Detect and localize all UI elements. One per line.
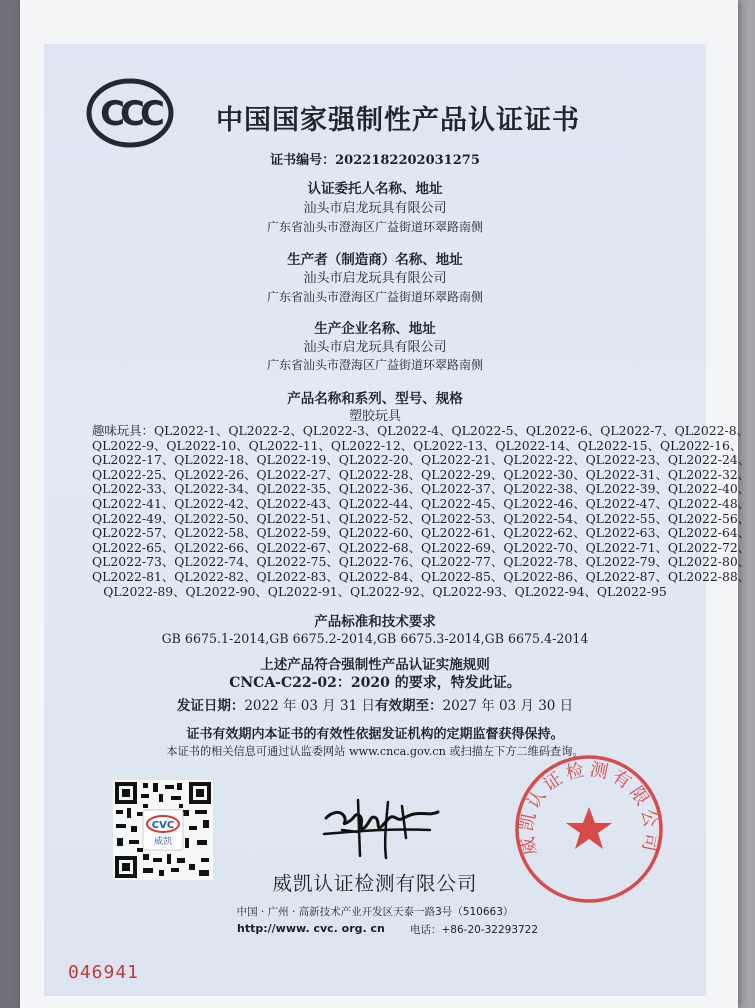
certificate-title: 中国国家强制性产品认证证书 xyxy=(216,105,580,136)
factory-heading: 生产企业名称、地址 xyxy=(314,321,436,337)
model-row: QL2022-57、QL2022-58、QL2022-59、QL2022-60、QL2022-61、QL2022-62、QL2022-63、QL2022-64、 xyxy=(92,525,751,541)
ccc-logo xyxy=(86,78,174,148)
issue-date-value: 2022 年 03 月 31 日 xyxy=(244,698,375,714)
qr-badge-text: CVC xyxy=(151,820,175,831)
manufacturer-name: 汕头市启龙玩具有限公司 xyxy=(303,271,447,286)
issuer-website-link[interactable]: http://www. cvc. org. cn xyxy=(237,922,385,935)
applicant-heading: 认证委托人名称、地址 xyxy=(307,181,443,197)
applicant-name: 汕头市启龙玩具有限公司 xyxy=(303,201,447,216)
model-row: QL2022-41、QL2022-42、QL2022-43、QL2022-44、QL2022-45、QL2022-46、QL2022-47、QL2022-48、 xyxy=(92,495,751,511)
product-heading: 产品名称和系列、型号、规格 xyxy=(287,391,463,407)
issuer-address: 中国 · 广州 · 高新技术产业开发区天泰一路3号（510663） xyxy=(236,906,514,918)
model-list xyxy=(92,423,751,599)
ccc-logo-text: CCC xyxy=(100,94,160,134)
issue-date-label: 发证日期： xyxy=(176,698,245,714)
seal-text: 威凯认证检测有限公司 xyxy=(516,759,662,857)
issuer-phone: 电话：+86-20-32293722 xyxy=(410,924,539,936)
standards-text: GB 6675.1-2014,GB 6675.2-2014,GB 6675.3-2014,GB 6675.4-2014 xyxy=(161,631,589,646)
applicant-address: 广东省汕头市澄海区广益街道环翠路南侧 xyxy=(266,220,483,234)
certificate-number-value: 2022182202031275 xyxy=(335,153,480,168)
model-row: QL2022-49、QL2022-50、QL2022-51、QL2022-52、QL2022-53、QL2022-54、QL2022-55、QL2022-56、 xyxy=(92,510,751,526)
model-row: QL2022-81、QL2022-82、QL2022-83、QL2022-84、QL2022-85、QL2022-86、QL2022-87、QL2022-88、 xyxy=(92,568,751,584)
model-row: QL2022-9、QL2022-10、QL2022-11、QL2022-12、QL2022-13、QL2022-14、QL2022-15、QL2022-16、 xyxy=(92,437,743,453)
serial-number: 046941 xyxy=(68,962,140,983)
compliance-line-2: CNCA-C22-02：2020 的要求，特发此证。 xyxy=(229,675,521,691)
info-note: 本证书的相关信息可通过认监委网站 www.cnca.gov.cn 或扫描左下方二维码查询。 xyxy=(166,745,584,758)
model-row: QL2022-25、QL2022-26、QL2022-27、QL2022-28、QL2022-29、QL2022-30、QL2022-31、QL2022-32、 xyxy=(92,466,751,482)
manufacturer-heading: 生产者（制造商）名称、地址 xyxy=(287,252,463,268)
model-row: QL2022-73、QL2022-74、QL2022-75、QL2022-76、QL2022-77、QL2022-78、QL2022-79、QL2022-80、 xyxy=(92,554,751,570)
compliance-line-1: 上述产品符合强制性产品认证实施规则 xyxy=(260,657,490,673)
qr-code[interactable] xyxy=(113,780,213,880)
expiry-date-value: 2027 年 03 月 30 日 xyxy=(442,698,574,714)
expiry-date-label: 有效期至： xyxy=(375,698,443,714)
model-row: QL2022-17、QL2022-18、QL2022-19、QL2022-20、QL2022-21、QL2022-22、QL2022-23、QL2022-24、 xyxy=(92,452,751,468)
certificate-number xyxy=(44,149,706,168)
model-row: QL2022-33、QL2022-34、QL2022-35、QL2022-36、QL2022-37、QL2022-38、QL2022-39、QL2022-40、 xyxy=(92,481,751,497)
factory-address: 广东省汕头市澄海区广益街道环翠路南侧 xyxy=(266,358,483,372)
issuer-name: 威凯认证检测有限公司 xyxy=(272,872,478,895)
factory-name: 汕头市启龙玩具有限公司 xyxy=(303,340,447,355)
validity-note: 证书有效期内本证书的有效性依据发证机构的定期监督获得保持。 xyxy=(186,727,564,742)
validity-dates xyxy=(44,694,706,714)
model-row: 趣味玩具：QL2022-1、QL2022-2、QL2022-3、QL2022-4、QL2022-5、QL2022-6、QL2022-7、QL2022-8、 xyxy=(92,423,749,438)
product-name: 塑胶玩具 xyxy=(348,409,401,424)
model-row: QL2022-89、QL2022-90、QL2022-91、QL2022-92、QL2022-93、QL2022-94、QL2022-95 xyxy=(103,583,667,599)
signature xyxy=(318,792,446,862)
manufacturer-address: 广东省汕头市澄海区广益街道环翠路南侧 xyxy=(266,290,483,304)
certificate-number-label: 证书编号： xyxy=(270,153,336,168)
qr-badge-subtext: 威凯 xyxy=(153,837,173,847)
standards-heading: 产品标准和技术要求 xyxy=(314,614,436,630)
model-row: QL2022-65、QL2022-66、QL2022-67、QL2022-68、QL2022-69、QL2022-70、QL2022-71、QL2022-72、 xyxy=(92,539,751,555)
